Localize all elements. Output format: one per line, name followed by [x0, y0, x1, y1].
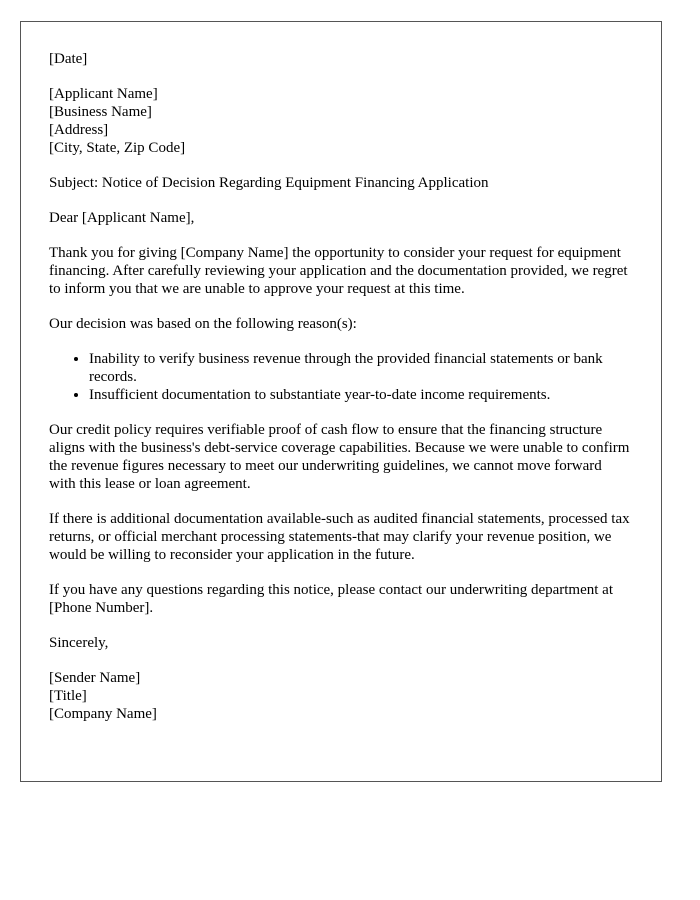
reason-item: • Inability to verify business revenue through the provided financial statements or bank records.: [89, 350, 632, 386]
sender-name: [Sender Name]: [49, 670, 141, 686]
recipient-address: [Address]: [49, 122, 109, 138]
sender-title: [Title]: [49, 688, 87, 704]
sender-company: [Company Name]: [49, 706, 157, 722]
recipient-city: [City, State, Zip Code]: [49, 140, 186, 156]
letter: [20, 21, 662, 782]
subject: Subject: Notice of Decision Regarding Equipment Financing Application: [49, 175, 489, 191]
closing: Sincerely,: [49, 635, 109, 651]
body-paragraph: Thank you for giving [Company Name] the opportunity to consider your request for equipment financing. After carefully reviewing your application and the documentation provided, we regret to inform you that we are unable to approve your request at this time.: [49, 245, 628, 297]
recipient-block: [49, 85, 632, 157]
recipient-business: [Business Name]: [49, 104, 152, 120]
body-paragraph: Our decision was based on the following reason(s):: [49, 316, 357, 332]
body-paragraph: If there is additional documentation available-such as audited financial statements, processed tax returns, or official merchant processing statements-that may clarify your revenue position, we would be willing to reconsider your application in the future.: [49, 511, 630, 563]
salutation: Dear [Applicant Name],: [49, 210, 195, 226]
body-paragraph: If you have any questions regarding this notice, please contact our underwriting department at [Phone Number].: [49, 582, 613, 616]
reason-item: • Insufficient documentation to substantiate year-to-date income requirements.: [89, 386, 632, 404]
date: [Date]: [49, 51, 88, 67]
recipient-name: [Applicant Name]: [49, 86, 158, 102]
body-paragraph: Our credit policy requires verifiable proof of cash flow to ensure that the financing structure aligns with the business's debt-service coverage capabilities. Because we were unable to confirm the revenue figures necessary to meet our underwriting guidelines, we cannot move forward with this lease or loan agreement.: [49, 422, 630, 492]
reasons-list: [49, 350, 632, 404]
signature-block: [49, 669, 632, 723]
